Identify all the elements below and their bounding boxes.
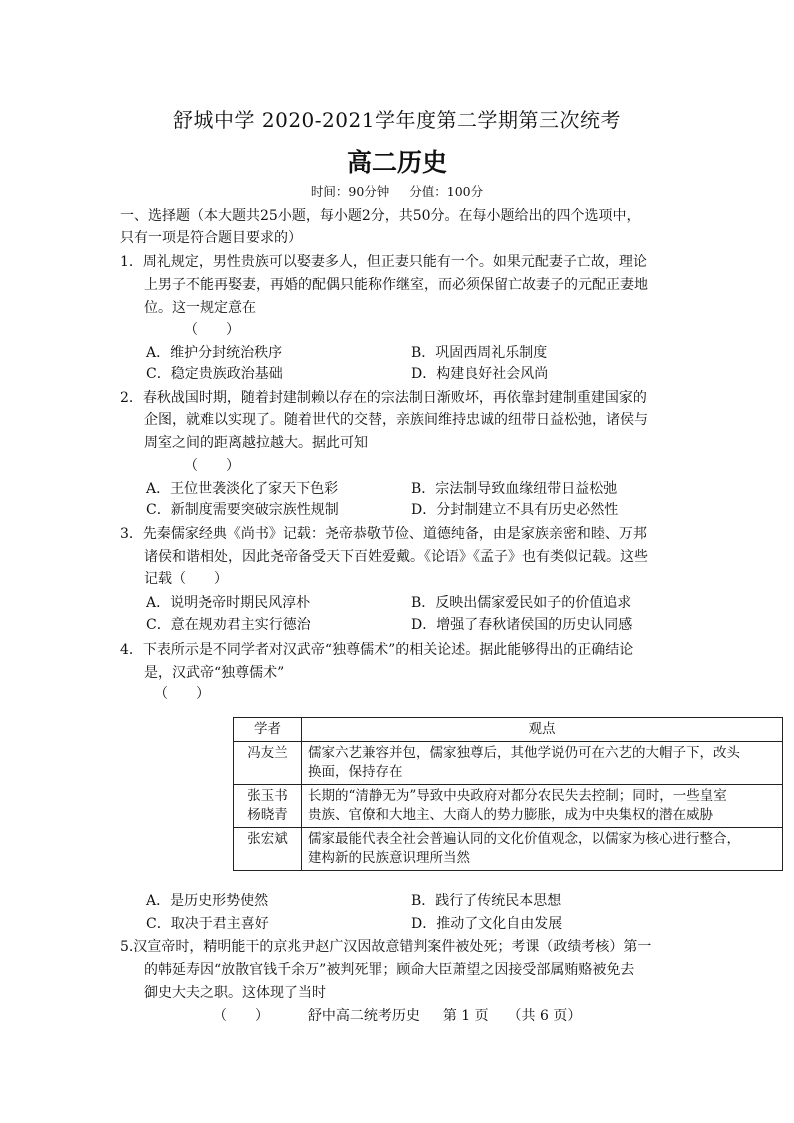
question-text: 企图，就难以实现了。随着世代的交替，亲族间维持忠诚的纽带日益松弛，诸侯与 xyxy=(144,412,648,428)
table-row xyxy=(234,742,783,785)
scholar-name-line: 张玉书 xyxy=(247,788,288,804)
table-row xyxy=(234,828,783,871)
table-header-row xyxy=(234,718,783,742)
question-text: 上男子不能再娶妻，再婚的配偶只能称作继室，而必须保留亡故妻子的元配正妻地 xyxy=(144,277,648,293)
option-a: A．王位世袭淡化了家天下色彩 xyxy=(146,481,339,497)
section-line: 一、选择题（本大题共25小题，每小题2分，共50分。在每小题给出的四个选项中， xyxy=(120,208,641,224)
question-text: 诸侯和谐相处，因此尧帝备受天下百姓爱戴。《论语》《孟子》也有类似记载。这些 xyxy=(144,549,648,565)
header-view: 观点 xyxy=(302,718,783,742)
scholar-name xyxy=(234,742,302,785)
option-b: B．反映出儒家爱民如子的价值追求 xyxy=(411,595,632,611)
option-b: B．巩固西周礼乐制度 xyxy=(411,345,548,361)
option-d: D．增强了春秋诸侯国的历史认同感 xyxy=(411,617,633,633)
option-a: A．是历史形势使然 xyxy=(146,893,269,909)
scholar-view xyxy=(302,742,783,785)
table-row xyxy=(234,785,783,828)
question-text: 记载（ ） xyxy=(144,571,228,587)
exam-meta xyxy=(0,182,794,200)
option-a: A．说明尧帝时期民风淳朴 xyxy=(146,595,311,611)
question-text: 5.汉宣帝时，精明能干的京兆尹赵广汉因故意错判案件被处死；考课（政绩考核）第一 xyxy=(120,939,652,955)
option-b: B．宗法制导致血缘纽带日益松弛 xyxy=(411,481,618,497)
question-text: 周室之间的距离越拉越大。据此可知 xyxy=(144,435,368,451)
option-c: C．意在规劝君主实行德治 xyxy=(146,617,311,633)
view-line: 贵族、官僚和大地主、大商人的势力膨胀，成为中央集权的潜在威胁 xyxy=(308,807,713,823)
scholar-view xyxy=(302,828,783,871)
question-text: 是，汉武帝“独尊儒术” xyxy=(144,665,285,681)
option-c: C．取决于君主喜好 xyxy=(146,916,269,932)
footer-label: 舒中高二统考历史 xyxy=(307,1008,420,1024)
subject-title: 高二历史 xyxy=(346,148,447,177)
question-text: 4．下表所示是不同学者对汉武帝“独尊儒术”的相关论述。据此能够得出的正确结论 xyxy=(120,642,634,658)
page-title: 舒城中学 2020-2021学年度第二学期第三次统考 xyxy=(173,108,621,132)
question-text: 的韩延寿因“放散官钱千余万”被判死罪；顾命大臣萧望之因接受部属贿赂被免去 xyxy=(144,962,635,978)
answer-blank: （ ） xyxy=(184,458,240,474)
question-text: 位。这一规定意在 xyxy=(144,300,256,316)
exam-time: 时间：90分钟 xyxy=(310,184,390,199)
scholar-name-line: 冯友兰 xyxy=(247,745,288,761)
scholar-name xyxy=(234,828,302,871)
view-line: 换面，保持存在 xyxy=(308,764,403,780)
answer-blank: （ ） xyxy=(154,686,210,702)
option-c: C．新制度需要突破宗族性规制 xyxy=(146,502,339,518)
header-scholar: 学者 xyxy=(234,718,302,742)
scholar-views-table xyxy=(233,717,783,871)
page-footer xyxy=(213,1005,581,1025)
question-text: 2．春秋战国时期，随着封建制赖以存在的宗法制日渐败坏，再依靠封建制重建国家的 xyxy=(120,390,647,406)
exam-score: 分值：100分 xyxy=(409,184,484,199)
section-line: 只有一项是符合题目要求的） xyxy=(120,230,302,246)
scholar-name-line: 张宏斌 xyxy=(247,831,288,847)
option-d: D．推动了文化自由发展 xyxy=(411,916,563,932)
view-line: 建构新的民族意识理所当然 xyxy=(308,850,470,866)
view-line: 儒家六艺兼容并包，儒家独尊后，其他学说仍可在六艺的大帽子下，改头 xyxy=(308,745,740,761)
scholar-name xyxy=(234,785,302,828)
view-line: 儒家最能代表全社会普遍认同的文化价值观念，以儒家为核心进行整合， xyxy=(308,831,740,847)
option-d: D．构建良好社会风尚 xyxy=(411,366,549,382)
option-c: C．稳定贵族政治基础 xyxy=(146,366,283,382)
view-line: 长期的“清静无为”导致中央政府对都分农民失去控制；同时，一些皇室 xyxy=(308,788,727,804)
question-text: 3．先秦儒家经典《尚书》记载：尧帝恭敬节俭、道德纯备，由是家族亲密和睦、万邦 xyxy=(120,526,647,542)
answer-blank: （ ） xyxy=(213,1008,269,1024)
option-d: D．分封制建立不具有历史必然性 xyxy=(411,502,619,518)
option-a: A．维护分封统治秩序 xyxy=(146,345,283,361)
scholar-view xyxy=(302,785,783,828)
scholar-name-line: 杨晓青 xyxy=(247,807,288,823)
answer-blank: （ ） xyxy=(184,322,240,338)
question-text: 御史大夫之职。这体现了当时 xyxy=(144,985,326,1001)
question-text: 1．周礼规定，男性贵族可以娶妻多人，但正妻只能有一个。如果元配妻子亡故，理论 xyxy=(120,254,647,270)
option-b: B．践行了传统民本思想 xyxy=(411,893,562,909)
page-number: 第 1 页 xyxy=(442,1008,489,1024)
page-total: （共 6 页） xyxy=(507,1008,582,1024)
